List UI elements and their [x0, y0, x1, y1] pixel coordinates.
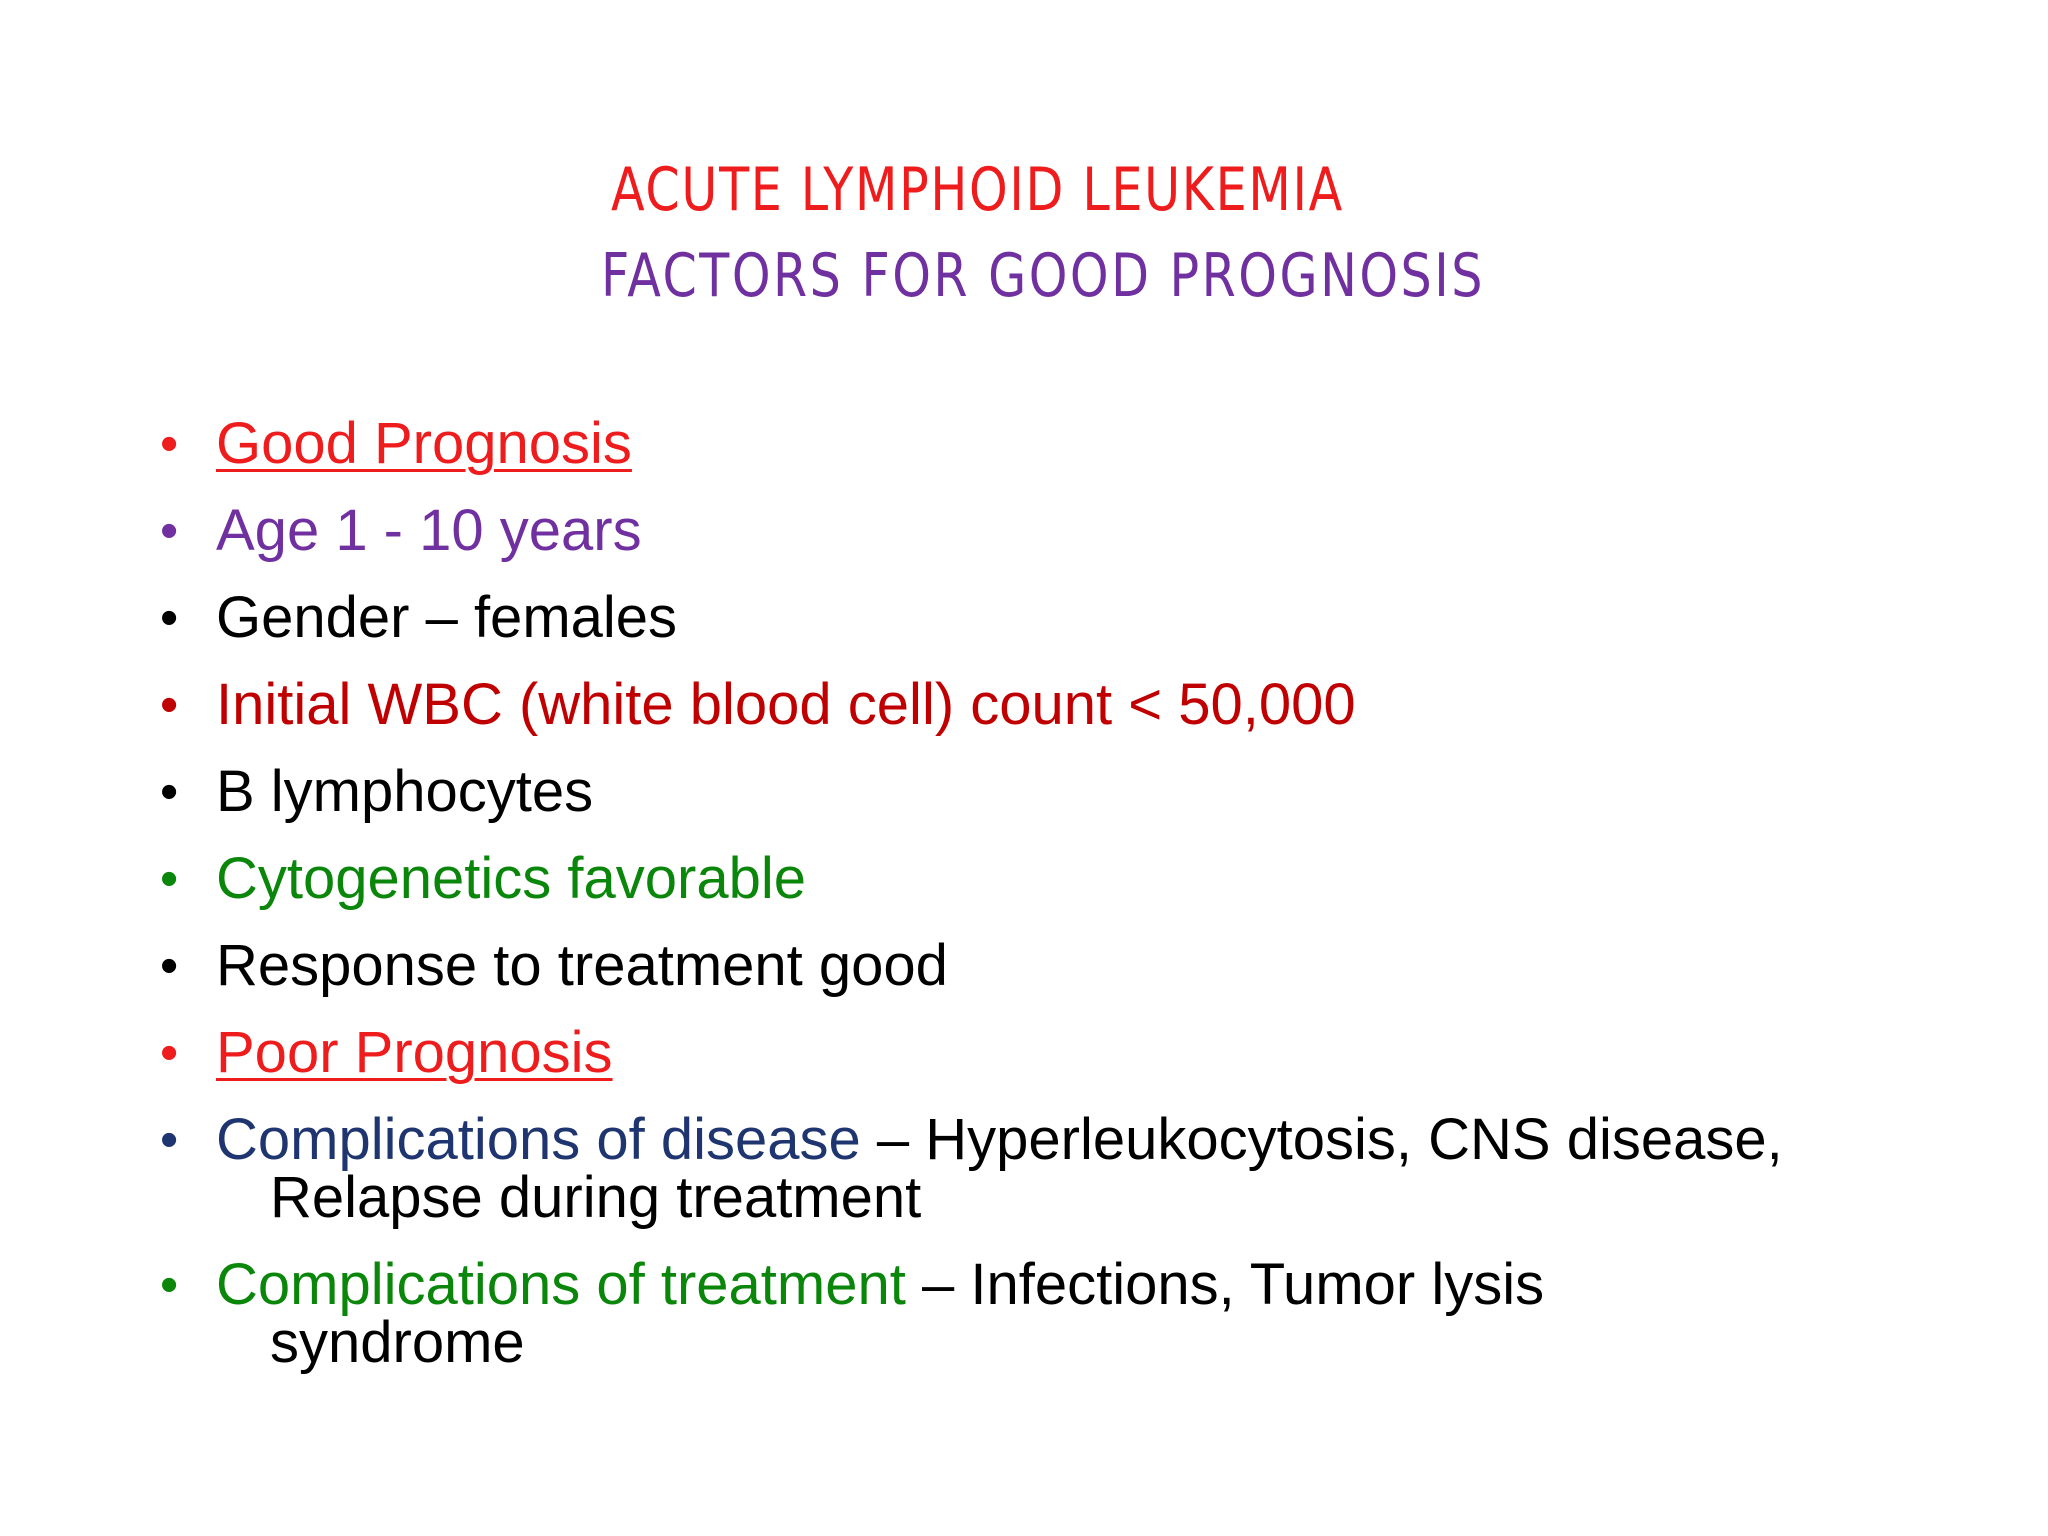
bullet-text: Gender – females: [216, 585, 678, 650]
bullet-text: [216, 1107, 1783, 1172]
bullet-lead-text: Complications of treatment: [216, 1252, 906, 1317]
bullet-text: Initial WBC (white blood cell) count < 50,000: [216, 672, 1356, 737]
bullet-text: B lymphocytes: [216, 759, 594, 824]
slide-subtitle: FACTORS FOR GOOD PROGNOSIS: [601, 241, 1485, 311]
bullet-rest-text: – Hyperleukocytosis, CNS disease,: [860, 1107, 1783, 1172]
bullet-dot-icon: •: [160, 1111, 179, 1169]
bullet-dot-icon: •: [160, 502, 179, 560]
bullet-dot-icon: •: [160, 763, 179, 821]
bullet-dot-icon: •: [160, 937, 179, 995]
bullet-text: Response to treatment good: [216, 933, 948, 998]
bullet-text: [216, 1252, 1545, 1317]
bullet-text: Poor Prognosis: [216, 1020, 613, 1085]
bullet-continuation-text: syndrome: [270, 1310, 525, 1375]
bullet-text: Cytogenetics favorable: [216, 846, 806, 911]
bullet-text: Good Prognosis: [216, 411, 632, 476]
bullet-rest-text: – Infections, Tumor lysis: [905, 1252, 1545, 1317]
bullet-lead-text: Complications of disease: [216, 1107, 861, 1172]
bullet-dot-icon: •: [160, 676, 179, 734]
bullet-text: Age 1 - 10 years: [216, 498, 642, 563]
bullet-dot-icon: •: [160, 1024, 179, 1082]
bullet-dot-icon: •: [160, 1256, 179, 1314]
slide-title: ACUTE LYMPHOID LEUKEMIA: [611, 155, 1344, 225]
bullet-continuation-text: Relapse during treatment: [270, 1165, 922, 1230]
bullet-dot-icon: •: [160, 850, 179, 908]
bullet-dot-icon: •: [160, 589, 179, 647]
bullet-dot-icon: •: [160, 415, 179, 473]
